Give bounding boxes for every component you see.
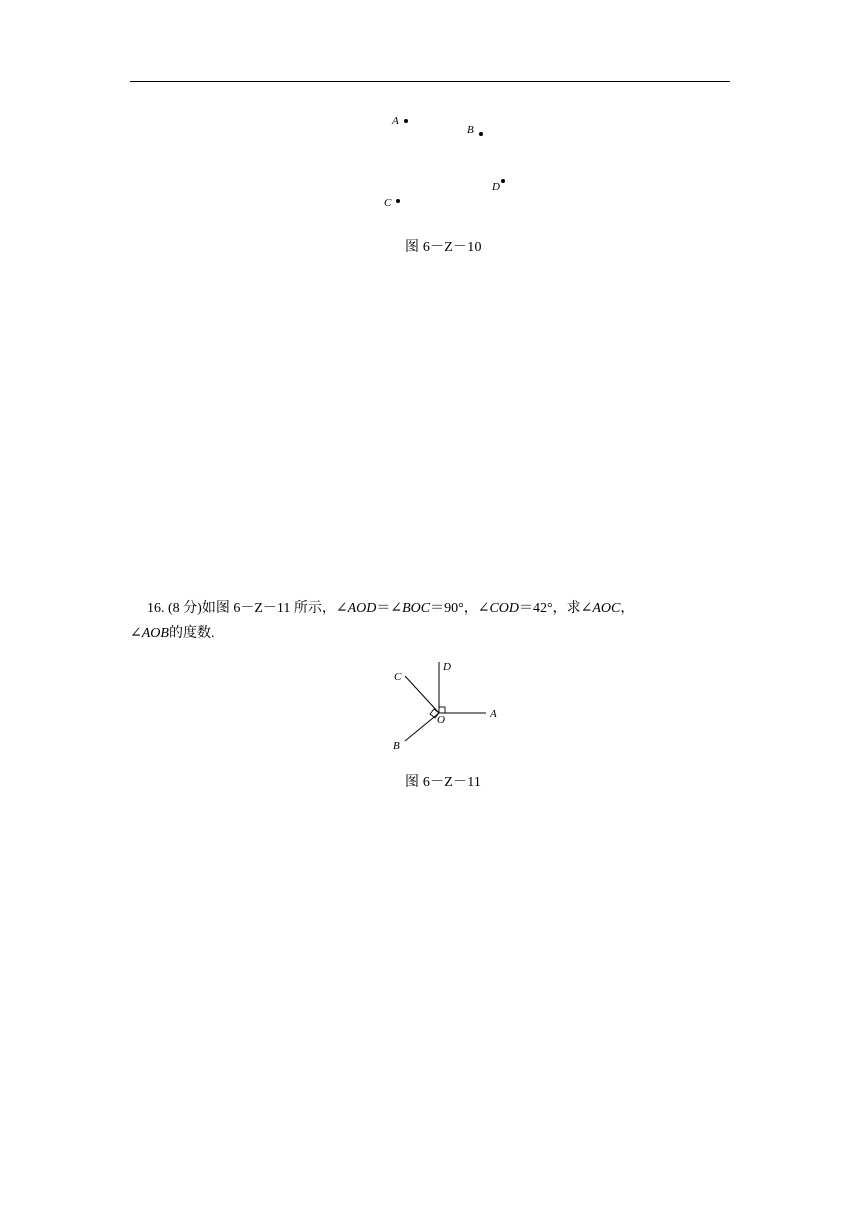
problem-score: (8 分) [168, 601, 202, 616]
point-d-dot [501, 179, 505, 183]
figure-caption-10: 图 6－Z－10 [405, 240, 482, 255]
angle-boc: ∠BOC [390, 601, 431, 616]
problem-text-intro: 如图 6－Z－11 所示， [201, 601, 336, 616]
point-o-label: O [437, 714, 445, 726]
point-a-label: A [392, 115, 399, 127]
point-a-dot [404, 119, 408, 123]
separator: ， [463, 601, 478, 616]
point-b-dot [479, 132, 483, 136]
right-angle-mark-aod [439, 707, 445, 713]
point-c-label: C [384, 197, 392, 209]
ray-d-label: D [443, 661, 451, 673]
problem-text-tail: 的度数. [168, 626, 215, 641]
value-90: ＝90° [430, 601, 464, 616]
ray-c-label: C [394, 671, 402, 683]
problem-16: 16. (8 分)如图 6－Z－11 所示，∠AOD＝∠BOC＝90°，∠COD＝42°，求∠AOC， ∠AOB的度数. [130, 601, 635, 641]
angle-aob: ∠AOB [130, 626, 169, 641]
comma: ， [620, 601, 635, 616]
value-42: ＝42° [519, 601, 553, 616]
question-text: ，求 [552, 601, 581, 616]
point-c-dot [396, 199, 400, 203]
figure-caption-11: 图 6－Z－11 [405, 775, 482, 790]
point-d-label: D [492, 181, 500, 193]
equals-sign: ＝ [376, 601, 391, 616]
angle-aoc: ∠AOC [580, 601, 621, 616]
ray-oc [405, 676, 439, 713]
ray-b-label: B [393, 740, 400, 752]
problem-number: 16 [147, 601, 161, 616]
point-b-label: B [467, 124, 474, 136]
ray-a-label: A [490, 708, 497, 720]
angle-cod: ∠COD [477, 601, 520, 616]
angle-aod: ∠AOD [335, 601, 377, 616]
